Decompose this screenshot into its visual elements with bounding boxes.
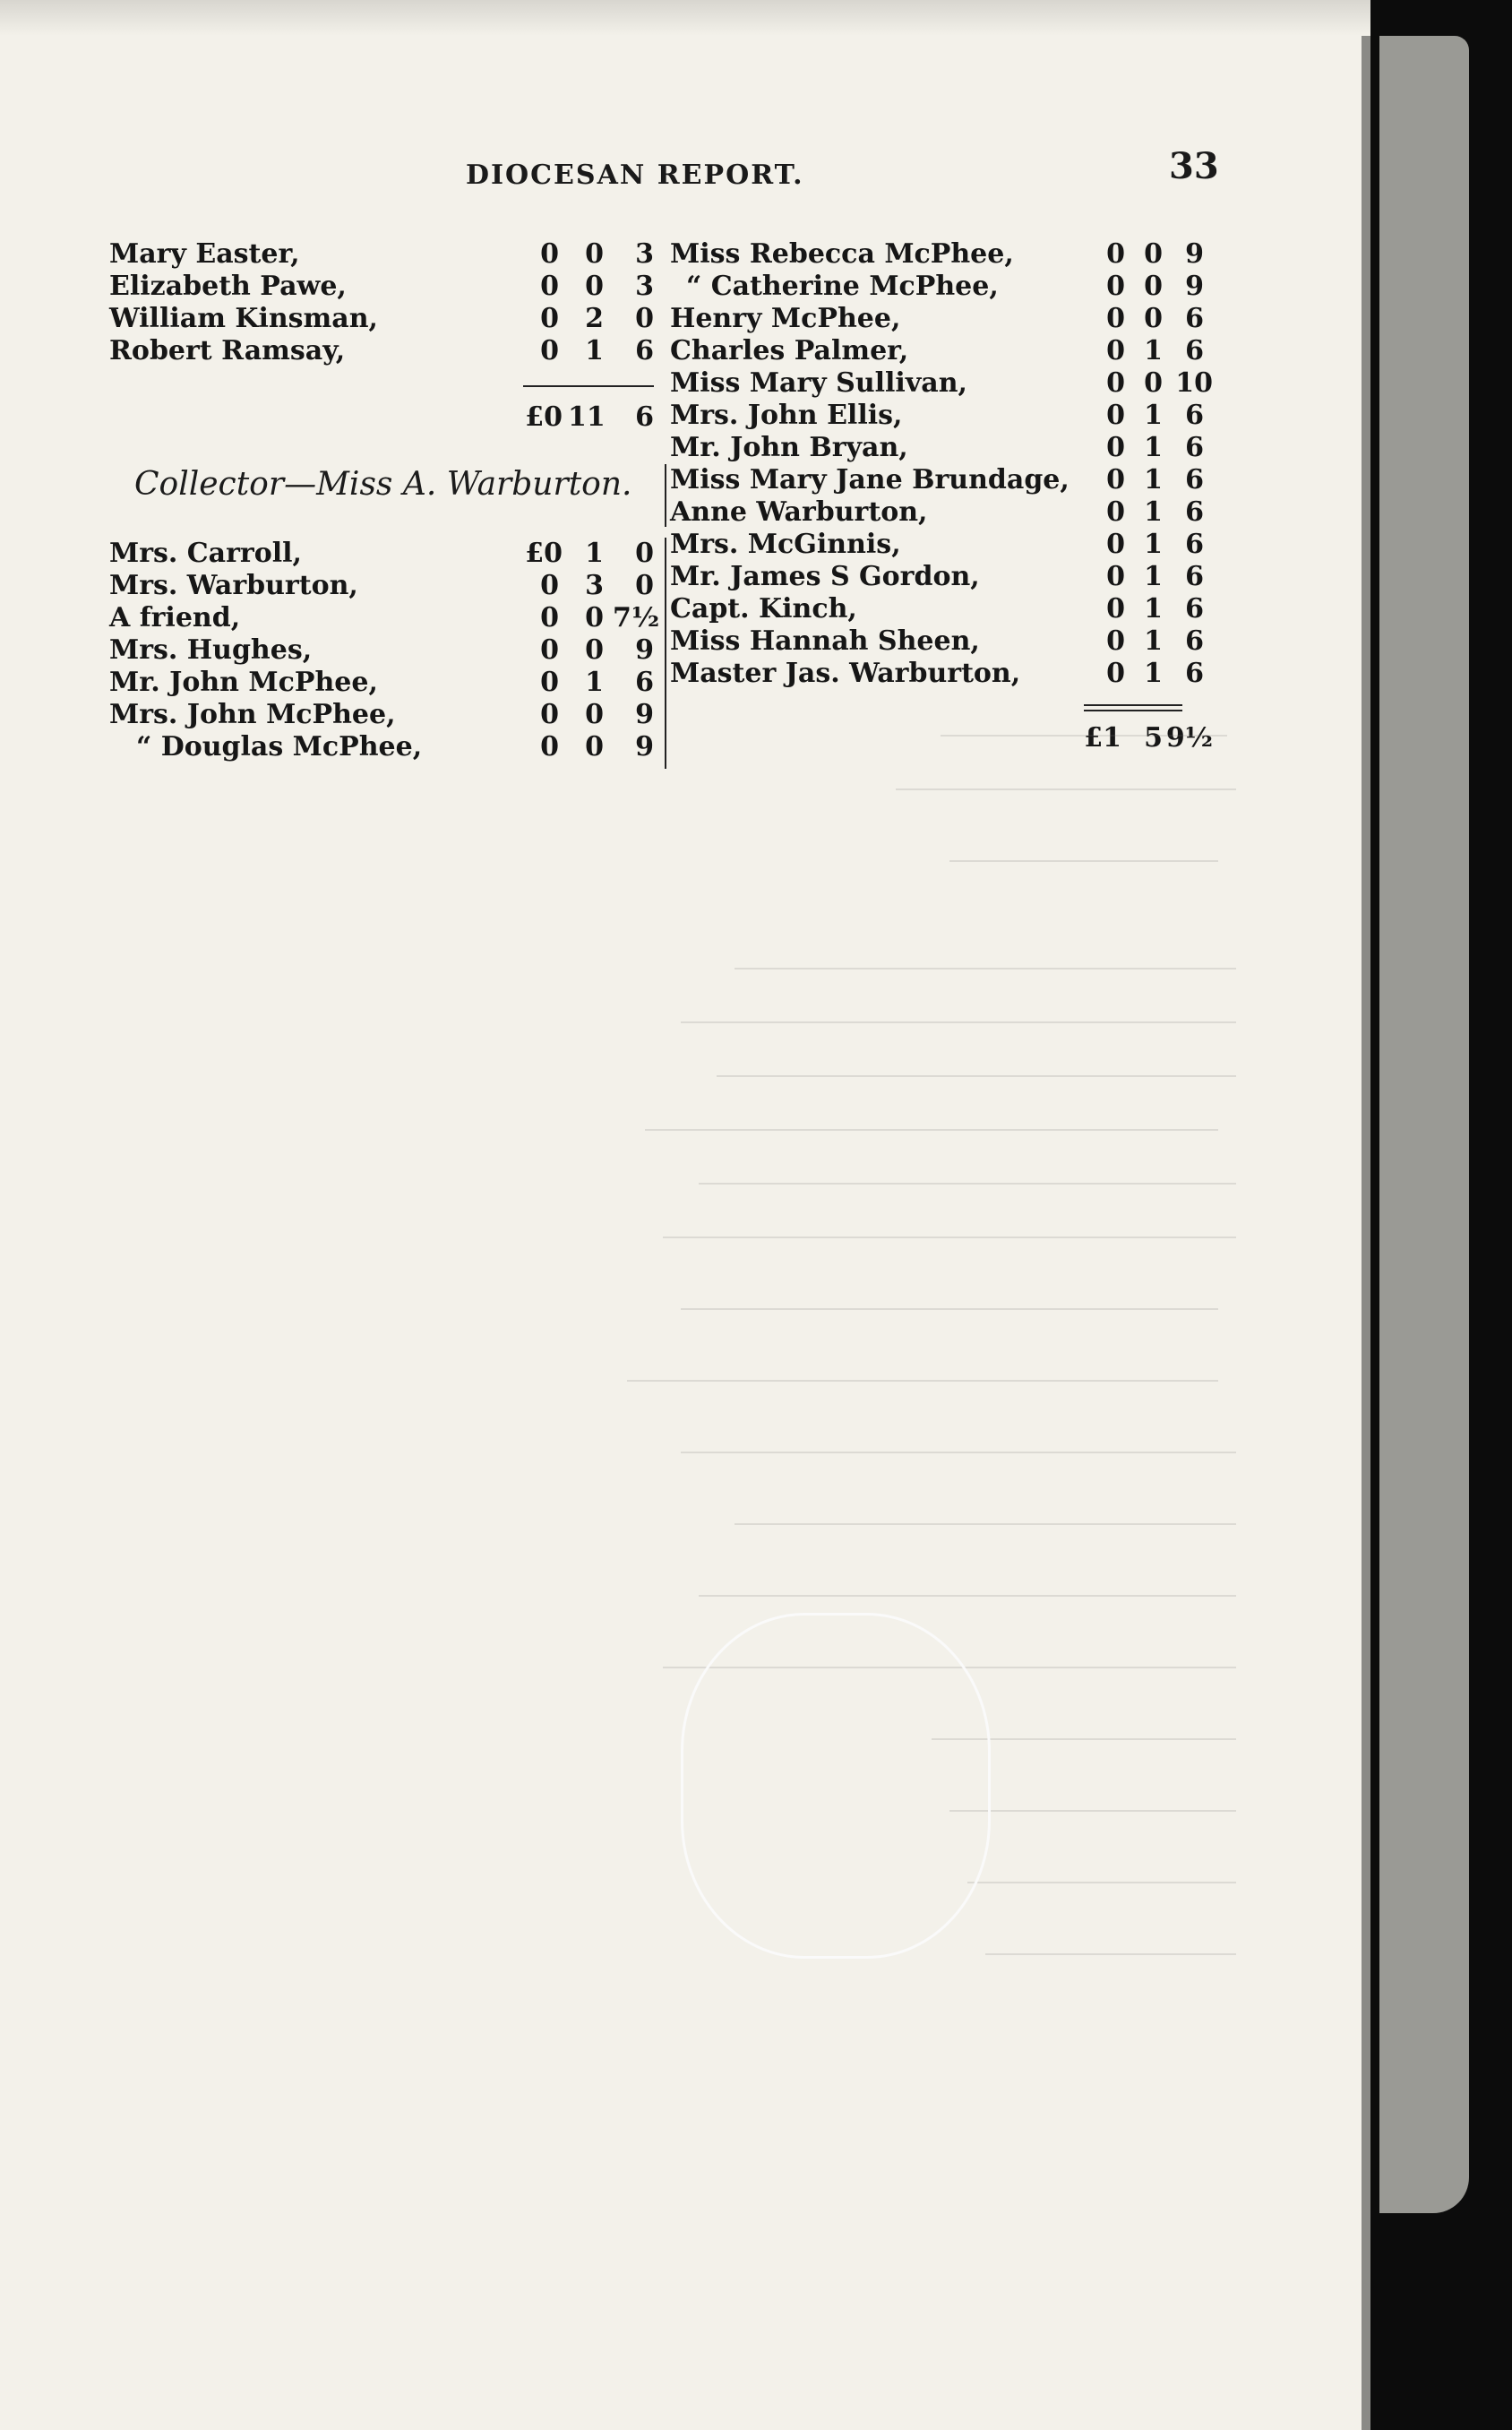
subscriber-name: Mrs. Carroll,	[109, 538, 302, 569]
page-number: 33	[1169, 145, 1219, 187]
pounds: 0	[540, 271, 559, 302]
shillings: 1	[1144, 432, 1163, 463]
pounds: 0	[1106, 432, 1125, 463]
pence: 9	[1185, 271, 1204, 302]
pence: 6	[1185, 464, 1204, 495]
pence: 6	[1185, 303, 1204, 334]
pounds: 0	[1106, 400, 1125, 431]
pounds: 0	[1106, 335, 1125, 366]
pounds: 0	[1106, 496, 1125, 528]
subscriber-name: William Kinsman,	[109, 303, 378, 334]
shillings: 0	[585, 699, 604, 730]
shillings: 0	[585, 634, 604, 666]
shillings: 3	[585, 570, 604, 601]
pence: 3	[635, 271, 654, 302]
pounds: 0	[1106, 271, 1125, 302]
pounds: 0	[1106, 561, 1125, 592]
subscriber-name: Miss Rebecca McPhee,	[670, 238, 1014, 270]
shillings: 1	[1144, 658, 1163, 689]
sum-rule	[523, 385, 654, 387]
subscriber-name: Anne Warburton,	[670, 496, 928, 528]
subscriber-name: Robert Ramsay,	[109, 335, 346, 366]
subscriber-name: Miss Mary Sullivan,	[670, 367, 967, 399]
subscriber-name: “ Catherine McPhee,	[686, 271, 999, 302]
shillings: 1	[585, 538, 604, 569]
paper-crease-mark	[681, 1613, 991, 1959]
pence: 9	[635, 634, 654, 666]
subscriber-name: Mary Easter,	[109, 238, 300, 270]
shillings: 0	[585, 602, 604, 633]
pounds: 0	[540, 602, 559, 633]
pence: 6	[1185, 400, 1204, 431]
shillings: 0	[585, 238, 604, 270]
pounds: 0	[1106, 367, 1125, 399]
subscriber-name: Mrs. Hughes,	[109, 634, 313, 666]
total-pence: 9½	[1165, 722, 1213, 754]
total-pounds: £1	[1084, 722, 1121, 754]
shillings: 1	[1144, 625, 1163, 657]
pounds: 0	[540, 303, 559, 334]
pence: 0	[635, 303, 654, 334]
shillings: 0	[1144, 367, 1163, 399]
pounds: 0	[540, 335, 559, 366]
subscriber-name: Mrs. John McPhee,	[109, 699, 396, 730]
running-header: DIOCESAN REPORT.	[466, 159, 804, 191]
pounds: 0	[1106, 658, 1125, 689]
shillings: 1	[1144, 529, 1163, 560]
pence: 6	[1185, 625, 1204, 657]
pence: 6	[1185, 561, 1204, 592]
total-pounds: £0	[525, 401, 563, 433]
pounds: 0	[1106, 303, 1125, 334]
subscriber-name: Henry McPhee,	[670, 303, 901, 334]
pounds: 0	[540, 731, 559, 763]
pounds: 0	[1106, 529, 1125, 560]
shillings: 0	[1144, 271, 1163, 302]
collector-heading: Collector—Miss A. Warburton.	[134, 466, 632, 503]
pence: 6	[1185, 432, 1204, 463]
shillings: 1	[585, 667, 604, 698]
pounds: £0	[525, 538, 563, 569]
pounds: 0	[540, 699, 559, 730]
subscriber-name: Mr. John Bryan,	[670, 432, 908, 463]
shillings: 1	[585, 335, 604, 366]
subscriber-name: Charles Palmer,	[670, 335, 909, 366]
pounds: 0	[540, 238, 559, 270]
pence: 6	[635, 335, 654, 366]
subscriber-name: Master Jas. Warburton,	[670, 658, 1021, 689]
pence: 10	[1175, 367, 1213, 399]
page-shadow	[0, 0, 1370, 36]
shillings: 2	[585, 303, 604, 334]
shillings: 0	[585, 271, 604, 302]
shillings: 0	[1144, 303, 1163, 334]
subscriber-name: A friend,	[109, 602, 241, 633]
subscriber-name: Capt. Kinch,	[670, 593, 857, 625]
page-edge	[1379, 36, 1469, 2213]
pence: 6	[1185, 335, 1204, 366]
total-pence: 6	[635, 401, 654, 433]
pounds: 0	[1106, 593, 1125, 625]
pence: 9	[635, 699, 654, 730]
pence: 6	[1185, 658, 1204, 689]
subscriber-name: Miss Hannah Sheen,	[670, 625, 980, 657]
pounds: 0	[540, 667, 559, 698]
total-shillings: 11	[568, 401, 606, 433]
shillings: 0	[1144, 238, 1163, 270]
subscriber-name: Mr. James S Gordon,	[670, 561, 980, 592]
subscriber-name: Mrs. John Ellis,	[670, 400, 903, 431]
pounds: 0	[540, 570, 559, 601]
pence: 6	[1185, 529, 1204, 560]
shillings: 0	[585, 731, 604, 763]
subscriber-name: “ Douglas McPhee,	[136, 731, 423, 763]
pence: 0	[635, 538, 654, 569]
pence: 6	[635, 667, 654, 698]
show-through-bleed	[0, 627, 1370, 2150]
pence: 6	[1185, 496, 1204, 528]
pence: 6	[1185, 593, 1204, 625]
pounds: 0	[540, 634, 559, 666]
subscriber-name: Elizabeth Pawe,	[109, 271, 347, 302]
subscriber-name: Mrs. Warburton,	[109, 570, 358, 601]
pounds: 0	[1106, 464, 1125, 495]
shillings: 1	[1144, 561, 1163, 592]
pounds: 0	[1106, 238, 1125, 270]
pence: 9	[1185, 238, 1204, 270]
subscriber-name: Miss Mary Jane Brundage,	[670, 464, 1070, 495]
subscriber-name: Mr. John McPhee,	[109, 667, 378, 698]
column-divider	[665, 464, 666, 527]
shillings: 1	[1144, 593, 1163, 625]
pounds: 0	[1106, 625, 1125, 657]
total-shillings: 5	[1144, 722, 1163, 754]
shillings: 1	[1144, 400, 1163, 431]
pence: 7½	[613, 602, 660, 633]
shillings: 1	[1144, 335, 1163, 366]
shillings: 1	[1144, 464, 1163, 495]
pence: 0	[635, 570, 654, 601]
shillings: 1	[1144, 496, 1163, 528]
pence: 3	[635, 238, 654, 270]
subscriber-name: Mrs. McGinnis,	[670, 529, 901, 560]
pence: 9	[635, 731, 654, 763]
